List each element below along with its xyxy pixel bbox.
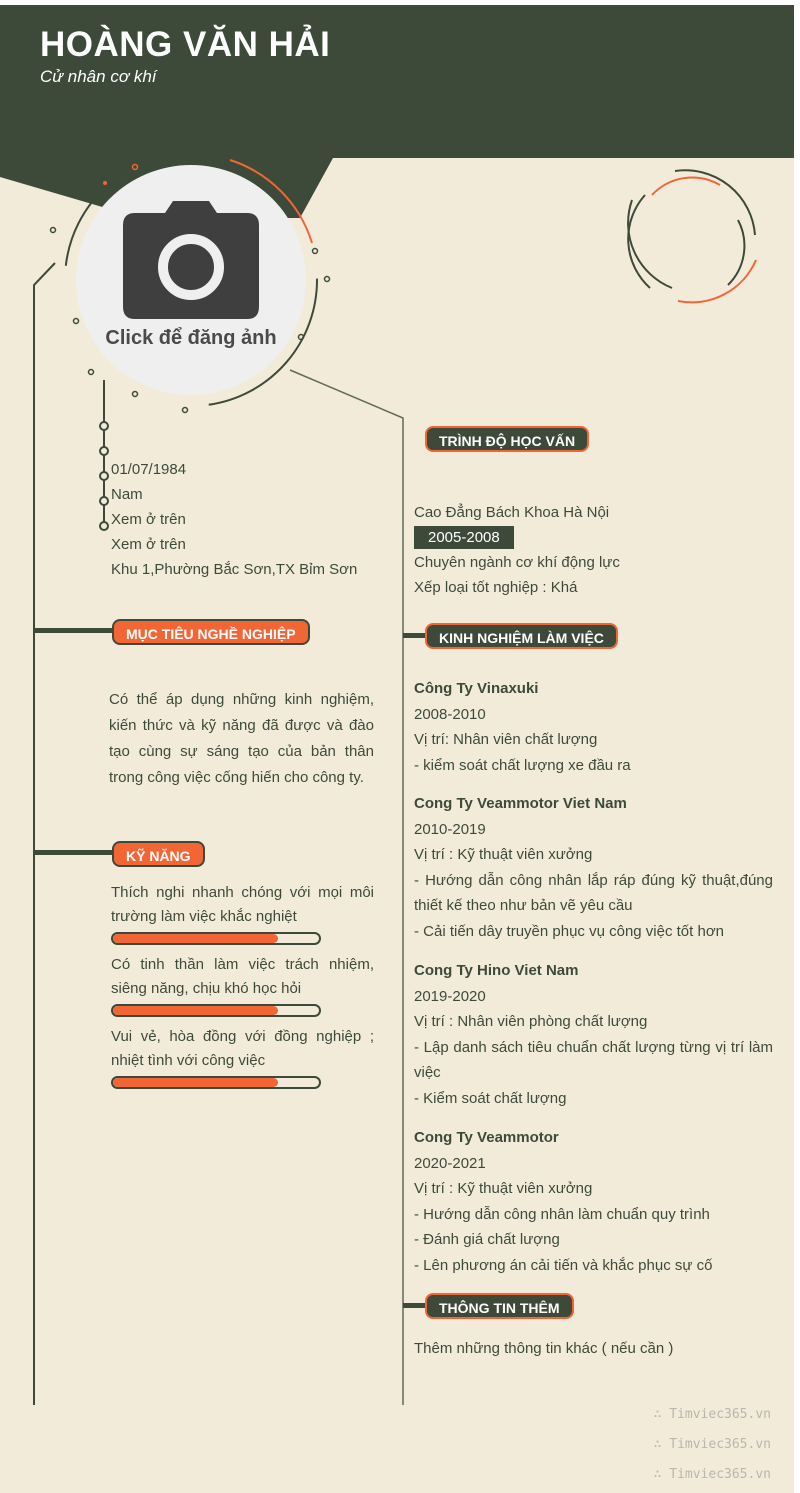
education-years-badge: 2005-2008 xyxy=(414,526,514,549)
education-grade: Xếp loại tốt nghiệp : Khá xyxy=(414,579,578,596)
section-title-objective: MỤC TIÊU NGHỀ NGHIỆP xyxy=(112,619,310,645)
education-major: Chuyên ngành cơ khí động lực xyxy=(414,554,620,571)
camera-icon xyxy=(123,199,259,319)
job-years: 2019-2020 xyxy=(414,987,486,1005)
skill-text: Có tinh thần làm việc trách nhiệm, siêng năng, chịu khó học hỏi xyxy=(111,956,374,997)
job-detail: - Hướng dẫn công nhân làm chuẩn quy trình xyxy=(414,1205,710,1223)
phone: Xem ở trên xyxy=(111,511,186,528)
avatar-upload-label: Click để đăng ảnh xyxy=(105,327,277,349)
job-entry xyxy=(414,676,773,778)
birthdate: 01/07/1984 xyxy=(111,461,187,478)
job-detail: - Hướng dẫn công nhân lắp ráp đúng kỹ thuật,đúng thiết kế theo như bản vẽ yêu cầu xyxy=(414,871,773,914)
section-title-additional: THÔNG TIN THÊM xyxy=(425,1293,574,1319)
job-detail: Vị trí : Nhân viên phòng chất lượng xyxy=(414,1013,648,1030)
skill-level-bar xyxy=(111,1004,321,1017)
job-company: Cong Ty Hino Viet Nam xyxy=(414,962,579,979)
job-company: Cong Ty Veammotor Viet Nam xyxy=(414,795,627,812)
job-detail: - Lên phương án cải tiến và khắc phục sự cố xyxy=(414,1256,713,1274)
section-title-experience: KINH NGHIỆM LÀM VIỆC xyxy=(425,623,618,649)
candidate-title: Cử nhân cơ khí xyxy=(40,67,157,86)
candidate-name: HOÀNG VĂN HẢI xyxy=(40,25,331,64)
section-title-skills: KỸ NĂNG xyxy=(112,841,205,867)
address: Khu 1,Phường Bắc Sơn,TX Bỉm Sơn xyxy=(111,561,358,578)
job-detail: - kiểm soát chất lượng xe đầu ra xyxy=(414,756,631,774)
job-detail: Vị trí : Kỹ thuật viên xưởng xyxy=(414,1180,593,1197)
skill-text: Thích nghi nhanh chóng với mọi môi trường làm việc khắc nghiệt xyxy=(111,884,374,925)
job-years: 2010-2019 xyxy=(414,820,486,838)
job-years: 2020-2021 xyxy=(414,1154,486,1172)
job-detail: Vị trí: Nhân viên chất lượng xyxy=(414,731,598,748)
job-years: 2008-2010 xyxy=(414,705,486,723)
job-detail: - Đánh giá chất lượng xyxy=(414,1231,560,1248)
job-detail: Vị trí : Kỹ thuật viên xưởng xyxy=(414,846,593,863)
job-detail: - Kiểm soát chất lượng xyxy=(414,1089,567,1107)
skill-level-bar xyxy=(111,1076,321,1089)
objective-text: Có thể áp dụng những kinh nghiệm, kiến thức và kỹ năng đã được và đào tạo cùng sự sáng tạo của bản thân trong công việc cống hiến cho công ty. xyxy=(109,691,374,786)
personal-info xyxy=(111,457,357,582)
cv-page xyxy=(0,5,794,1493)
education-block xyxy=(414,500,620,600)
avatar-upload[interactable] xyxy=(76,165,306,395)
school-name: Cao Đẳng Bách Khoa Hà Nội xyxy=(414,504,610,521)
gender: Nam xyxy=(111,486,143,503)
job-detail: - Lập danh sách tiêu chuẩn chất lượng từng vị trí làm việc xyxy=(414,1038,773,1081)
job-entry xyxy=(414,958,773,1111)
job-company: Cong Ty Veammotor xyxy=(414,1129,559,1146)
email: Xem ở trên xyxy=(111,536,186,553)
job-entry xyxy=(414,791,773,944)
skill-text: Vui vẻ, hòa đồng với đồng nghiệp ; nhiệt tình với công việc xyxy=(111,1028,374,1069)
job-entry xyxy=(414,1125,773,1278)
watermark: ∴ Timviec365.vn xyxy=(653,1467,771,1482)
watermark: ∴ Timviec365.vn xyxy=(653,1407,771,1422)
watermark: ∴ Timviec365.vn xyxy=(653,1437,771,1452)
job-company: Công Ty Vinaxuki xyxy=(414,680,539,697)
section-title-education: TRÌNH ĐỘ HỌC VẤN xyxy=(425,426,589,452)
job-detail: - Cải tiến dây truyền phục vụ công việc tốt hơn xyxy=(414,922,725,940)
skill-level-bar xyxy=(111,932,321,945)
additional-info-text: Thêm những thông tin khác ( nếu cần ) xyxy=(414,1340,674,1357)
